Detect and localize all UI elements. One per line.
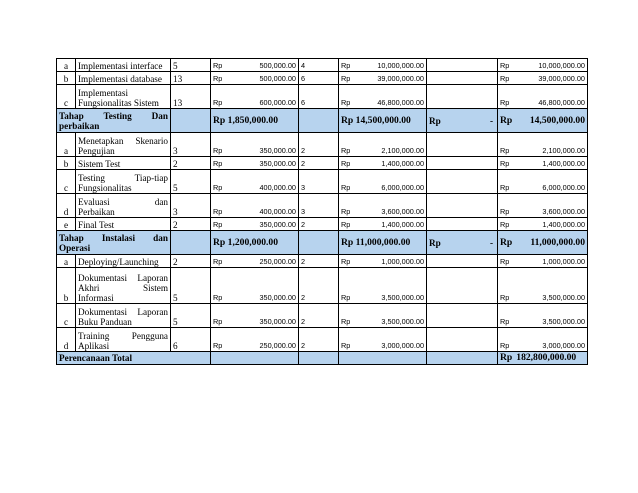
- grand-amount: 14,500,000.00: [529, 114, 585, 126]
- total-amount: 39,000,000.00: [538, 74, 585, 83]
- phase-rate-total: Rp 1,850,000.00: [211, 109, 299, 133]
- item-quantity: 5: [171, 304, 211, 328]
- currency-label: Rp: [500, 159, 510, 168]
- description-line: Deploying/Launching: [78, 257, 159, 267]
- empty-cell: [427, 59, 498, 72]
- item-subtotal: [339, 133, 427, 157]
- total-amount: 1,000,000.00: [542, 257, 585, 266]
- table-row: [57, 59, 588, 72]
- currency-label: Rp: [500, 61, 510, 70]
- empty-cell: [427, 268, 498, 304]
- rate-amount: 400,000.00: [259, 207, 296, 216]
- currency-label: Rp: [500, 236, 513, 248]
- subtotal-amount: 1,000,000.00: [381, 257, 424, 266]
- item-rate: [211, 170, 299, 194]
- total-amount: 3,600,000.00: [542, 207, 585, 216]
- currency-label: Rp: [500, 207, 510, 216]
- item-subtotal: [339, 328, 427, 352]
- total-amount: 6,000,000.00: [542, 183, 585, 192]
- empty-cell: [339, 352, 427, 365]
- item-duration: 3: [299, 194, 339, 218]
- empty-cell: [427, 328, 498, 352]
- description-line: Fungsionalitas: [78, 183, 132, 193]
- item-quantity: 6: [171, 328, 211, 352]
- rate-amount: 350,000.00: [259, 220, 296, 229]
- dash-value: -: [489, 237, 493, 248]
- item-duration: 3: [299, 170, 339, 194]
- description-line: Final Test: [78, 220, 115, 230]
- currency-label: Rp: [341, 159, 351, 168]
- item-letter: e: [57, 218, 76, 231]
- currency-label: Rp: [341, 207, 351, 216]
- item-description: [76, 170, 171, 194]
- currency-label: Rp: [213, 341, 223, 350]
- table-row: [57, 85, 588, 109]
- item-letter: a: [57, 59, 76, 72]
- item-quantity: 13: [171, 85, 211, 109]
- currency-label: Rp: [213, 207, 223, 216]
- description-line: Fungsionalitas Sistem: [78, 98, 159, 108]
- item-total: [498, 194, 588, 218]
- table-row: [57, 194, 588, 218]
- currency-label: Rp: [341, 317, 351, 326]
- item-letter: b: [57, 72, 76, 85]
- total-amount: 2,100,000.00: [542, 146, 585, 155]
- rate-amount: 500,000.00: [259, 74, 296, 83]
- item-quantity: 5: [171, 268, 211, 304]
- item-letter: b: [57, 268, 76, 304]
- empty-cell: [427, 72, 498, 85]
- item-duration: 2: [299, 133, 339, 157]
- currency-label: Rp: [213, 183, 223, 192]
- item-total: [498, 59, 588, 72]
- item-duration: 6: [299, 85, 339, 109]
- item-description: [76, 255, 171, 268]
- currency-label: Rp: [213, 293, 223, 302]
- currency-label: Rp: [213, 61, 223, 70]
- rate-amount: 250,000.00: [259, 341, 296, 350]
- item-duration: 4: [299, 59, 339, 72]
- currency-label: Rp: [213, 220, 223, 229]
- phase-subtotal: Rp 14,500,000.00: [339, 109, 427, 133]
- currency-label: Rp: [500, 183, 510, 192]
- description-line: Perbaikan: [78, 207, 115, 217]
- total-amount: 3,000,000.00: [542, 341, 585, 350]
- item-description: [76, 304, 171, 328]
- rate-amount: 250,000.00: [259, 257, 296, 266]
- item-quantity: 2: [171, 218, 211, 231]
- description-line: Implementasi: [78, 88, 129, 98]
- table-row: [57, 255, 588, 268]
- item-total: [498, 218, 588, 231]
- description-line: Buku Panduan: [78, 317, 132, 327]
- currency-label: Rp: [341, 220, 351, 229]
- item-letter: b: [57, 157, 76, 170]
- item-letter: d: [57, 194, 76, 218]
- empty-cell: [427, 218, 498, 231]
- item-subtotal: [339, 218, 427, 231]
- currency-label: Rp: [341, 74, 351, 83]
- phase-dash-cell: [427, 231, 498, 255]
- currency-label: Rp: [500, 146, 510, 155]
- empty-cell: [211, 352, 299, 365]
- currency-label: Rp: [213, 317, 223, 326]
- item-rate: [211, 268, 299, 304]
- empty-cell: [427, 133, 498, 157]
- currency-label: Rp: [341, 183, 351, 192]
- item-subtotal: [339, 59, 427, 72]
- item-description: [76, 133, 171, 157]
- subtotal-amount: 3,600,000.00: [381, 207, 424, 216]
- currency-label: Rp: [341, 341, 351, 350]
- item-rate: [211, 157, 299, 170]
- item-quantity: 3: [171, 194, 211, 218]
- description-line: Dokumentasi Laporan: [78, 273, 168, 283]
- currency-label: Rp: [213, 159, 223, 168]
- currency-label: Rp: [500, 341, 510, 350]
- total-amount: 3,500,000.00: [542, 293, 585, 302]
- phase-title-line: Tahap Testing Dan: [59, 110, 168, 121]
- currency-label: Rp: [500, 74, 510, 83]
- item-letter: c: [57, 170, 76, 194]
- item-quantity: 2: [171, 255, 211, 268]
- subtotal-amount: 46,800,000.00: [377, 98, 424, 107]
- empty-cell: [427, 157, 498, 170]
- phase-title: [57, 109, 171, 133]
- item-subtotal: [339, 72, 427, 85]
- item-letter: c: [57, 85, 76, 109]
- description-line: Sistem Test: [78, 159, 121, 169]
- dash-value: -: [489, 115, 493, 126]
- item-total: [498, 304, 588, 328]
- item-rate: [211, 59, 299, 72]
- empty-cell: [299, 352, 339, 365]
- empty-cell: [171, 231, 211, 255]
- subtotal-amount: 3,000,000.00: [381, 341, 424, 350]
- phase-subtotal: Rp 11,000,000.00: [339, 231, 427, 255]
- overall-total-amount: 182,800,000.00: [516, 352, 577, 363]
- currency-label: Rp: [213, 98, 223, 107]
- total-row: [57, 352, 588, 365]
- table-row: [57, 268, 588, 304]
- item-total: [498, 72, 588, 85]
- overall-total: [498, 352, 588, 365]
- item-subtotal: [339, 85, 427, 109]
- item-quantity: 5: [171, 170, 211, 194]
- table-row: [57, 72, 588, 85]
- table-row: [57, 157, 588, 170]
- empty-cell: [299, 109, 339, 133]
- item-rate: [211, 194, 299, 218]
- empty-cell: [427, 352, 498, 365]
- item-rate: [211, 218, 299, 231]
- item-duration: 2: [299, 268, 339, 304]
- phase-title-line: Operasi: [59, 242, 91, 253]
- rate-amount: 400,000.00: [259, 183, 296, 192]
- rate-amount: 500,000.00: [259, 61, 296, 70]
- item-duration: 2: [299, 157, 339, 170]
- description-line: Training Pengguna: [78, 331, 168, 341]
- description-line: Aplikasi: [78, 341, 110, 351]
- description-line: Informasi: [78, 293, 114, 303]
- description-line: Pengujian: [78, 146, 115, 156]
- phase-title-line: perbaikan: [59, 120, 100, 131]
- item-quantity: 5: [171, 59, 211, 72]
- currency-label: Rp: [341, 61, 351, 70]
- phase-header-row: [57, 109, 588, 133]
- item-quantity: 13: [171, 72, 211, 85]
- item-total: [498, 157, 588, 170]
- currency-label: Rp: [341, 257, 351, 266]
- item-description: [76, 218, 171, 231]
- currency-label: Rp: [213, 146, 223, 155]
- item-duration: 2: [299, 304, 339, 328]
- item-total: [498, 170, 588, 194]
- empty-cell: [427, 170, 498, 194]
- total-amount: 1,400,000.00: [542, 220, 585, 229]
- item-total: [498, 255, 588, 268]
- total-amount: 10,000,000.00: [538, 61, 585, 70]
- subtotal-amount: 3,500,000.00: [381, 293, 424, 302]
- currency-label: Rp: [500, 98, 510, 107]
- item-rate: [211, 72, 299, 85]
- description-line: Testing Tiap-tiap: [78, 173, 168, 183]
- total-amount: 1,400,000.00: [542, 159, 585, 168]
- item-quantity: 3: [171, 133, 211, 157]
- item-description: [76, 157, 171, 170]
- item-description: [76, 59, 171, 72]
- currency-label: Rp: [500, 257, 510, 266]
- phase-dash-cell: [427, 109, 498, 133]
- subtotal-amount: 3,500,000.00: [381, 317, 424, 326]
- total-amount: 46,800,000.00: [538, 98, 585, 107]
- item-letter: a: [57, 133, 76, 157]
- rate-amount: 350,000.00: [259, 317, 296, 326]
- currency-label: Rp: [500, 114, 513, 126]
- phase-grand-total: [498, 231, 588, 255]
- rate-amount: 350,000.00: [259, 146, 296, 155]
- currency-label: Rp: [500, 317, 510, 326]
- table-row: [57, 328, 588, 352]
- empty-cell: [427, 85, 498, 109]
- item-subtotal: [339, 157, 427, 170]
- item-subtotal: [339, 194, 427, 218]
- description-line: Dokumentasi Laporan: [78, 307, 168, 317]
- item-subtotal: [339, 255, 427, 268]
- item-rate: [211, 255, 299, 268]
- rate-amount: 600,000.00: [259, 98, 296, 107]
- table-row: [57, 218, 588, 231]
- cost-table: [56, 58, 588, 365]
- item-rate: [211, 328, 299, 352]
- subtotal-amount: 39,000,000.00: [377, 74, 424, 83]
- table-row: [57, 304, 588, 328]
- item-letter: a: [57, 255, 76, 268]
- currency-label: Rp: [341, 293, 351, 302]
- rate-amount: 350,000.00: [259, 293, 296, 302]
- currency-label: Rp: [341, 146, 351, 155]
- item-description: [76, 268, 171, 304]
- item-subtotal: [339, 304, 427, 328]
- currency-label: Rp: [213, 74, 223, 83]
- item-duration: 2: [299, 328, 339, 352]
- subtotal-amount: 1,400,000.00: [381, 220, 424, 229]
- item-letter: c: [57, 304, 76, 328]
- description-line: Implementasi interface: [78, 61, 163, 71]
- item-duration: 2: [299, 255, 339, 268]
- total-label: Perencanaan Total: [57, 352, 211, 365]
- item-quantity: 2: [171, 157, 211, 170]
- item-rate: [211, 133, 299, 157]
- description-line: Akhri Sistem: [78, 283, 168, 293]
- item-total: [498, 328, 588, 352]
- item-rate: [211, 304, 299, 328]
- item-total: [498, 85, 588, 109]
- empty-cell: [427, 194, 498, 218]
- currency-label: Rp: [500, 293, 510, 302]
- currency-label: Rp: [341, 98, 351, 107]
- item-letter: d: [57, 328, 76, 352]
- grand-amount: 11,000,000.00: [530, 236, 585, 248]
- empty-cell: [427, 255, 498, 268]
- empty-cell: [427, 304, 498, 328]
- phase-rate-total: Rp 1,200,000.00: [211, 231, 299, 255]
- table-row: [57, 133, 588, 157]
- item-subtotal: [339, 268, 427, 304]
- item-description: [76, 85, 171, 109]
- currency-label: Rp: [429, 237, 441, 248]
- item-description: [76, 194, 171, 218]
- item-total: [498, 133, 588, 157]
- phase-title: [57, 231, 171, 255]
- total-amount: 3,500,000.00: [542, 317, 585, 326]
- item-total: [498, 268, 588, 304]
- subtotal-amount: 10,000,000.00: [377, 61, 424, 70]
- item-duration: 6: [299, 72, 339, 85]
- subtotal-amount: 1,400,000.00: [381, 159, 424, 168]
- item-duration: 2: [299, 218, 339, 231]
- phase-grand-total: [498, 109, 588, 133]
- rate-amount: 350,000.00: [259, 159, 296, 168]
- phase-title-line: Tahap Instalasi dan: [59, 232, 168, 243]
- phase-header-row: [57, 231, 588, 255]
- empty-cell: [171, 109, 211, 133]
- subtotal-amount: 2,100,000.00: [381, 146, 424, 155]
- item-rate: [211, 85, 299, 109]
- currency-label: Rp: [500, 220, 510, 229]
- description-line: Menetapkan Skenario: [78, 136, 168, 146]
- item-description: [76, 328, 171, 352]
- description-line: Evaluasi dan: [78, 197, 168, 207]
- currency-label: Rp: [429, 115, 441, 126]
- empty-cell: [299, 231, 339, 255]
- item-subtotal: [339, 170, 427, 194]
- currency-label: Rp: [213, 257, 223, 266]
- table-row: [57, 170, 588, 194]
- item-description: [76, 72, 171, 85]
- description-line: Implementasi database: [78, 74, 162, 84]
- subtotal-amount: 6,000,000.00: [381, 183, 424, 192]
- currency-label: Rp: [500, 352, 513, 363]
